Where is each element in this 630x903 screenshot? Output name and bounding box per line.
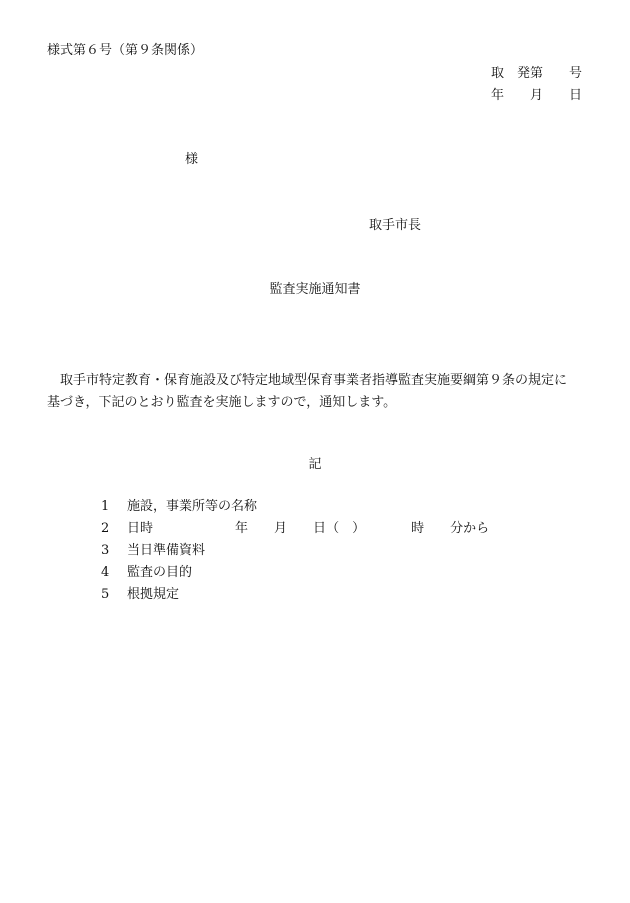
body-line-2: 基づき，下記のとおり監査を実施しますので，通知します。 — [47, 395, 397, 410]
item-datetime-day: 日 — [313, 521, 327, 536]
issue-date-month: 月 — [529, 88, 543, 103]
issue-date-day: 日 — [568, 88, 582, 103]
item-label: 監査の目的 — [127, 565, 193, 580]
item-label: 施設，事業所等の名称 — [127, 499, 258, 514]
item-list — [101, 499, 489, 609]
item-datetime-hour: 時 — [411, 521, 425, 536]
list-item — [101, 565, 489, 587]
item-datetime-year: 年 — [235, 521, 249, 536]
body-text — [47, 370, 587, 414]
issue-number-middle: 発第 — [516, 66, 543, 81]
issue-number-suffix: 号 — [568, 66, 582, 81]
item-datetime-minute: 分から — [450, 521, 490, 536]
ki-heading: 記 — [308, 457, 322, 472]
item-label: 根拠規定 — [127, 587, 180, 602]
addressee: 様 — [185, 152, 199, 167]
issue-number-prefix: 取 — [490, 66, 504, 81]
body-line-1: 取手市特定教育・保育施設及び特定地域型保育事業者指導監査実施要綱第９条の規定に — [60, 373, 568, 388]
document-title: 監査実施通知書 — [269, 282, 361, 297]
item-number: 5 — [101, 587, 110, 602]
item-number: 3 — [101, 543, 110, 558]
issue-date — [491, 88, 582, 104]
issue-number — [491, 66, 582, 82]
item-label: 日時 — [127, 521, 154, 536]
list-item — [101, 521, 489, 543]
item-number: 2 — [101, 521, 110, 536]
sender: 取手市長 — [369, 218, 422, 233]
item-datetime-weekday: （ ） — [326, 521, 366, 536]
item-datetime-month: 月 — [274, 521, 288, 536]
form-number: 様式第６号（第９条関係） — [47, 43, 204, 58]
item-number: 4 — [101, 565, 110, 580]
item-label: 当日準備資料 — [127, 543, 206, 558]
item-number: 1 — [101, 499, 110, 514]
list-item — [101, 499, 489, 521]
list-item — [101, 587, 489, 609]
list-item — [101, 543, 489, 565]
issue-date-year: 年 — [490, 88, 504, 103]
